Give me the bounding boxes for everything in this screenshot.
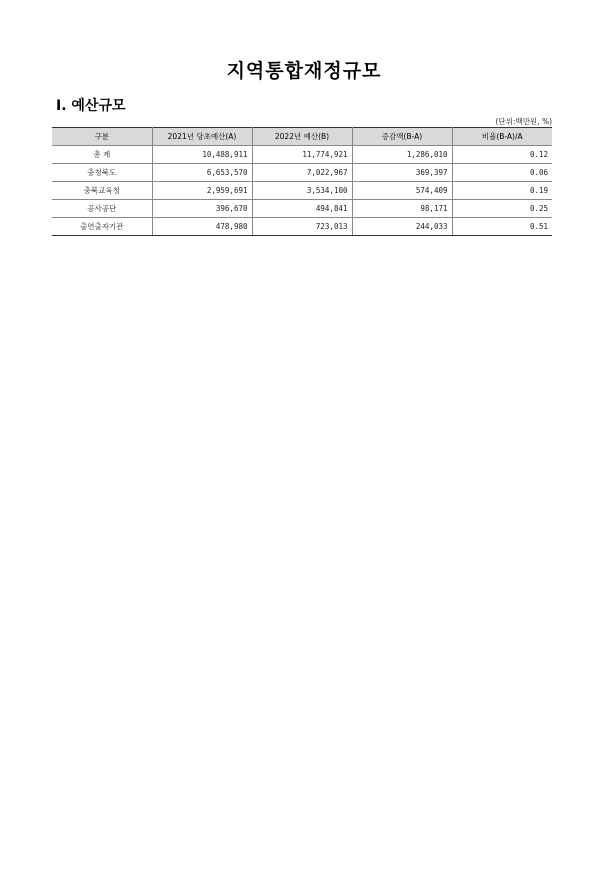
budget-table <box>52 127 552 236</box>
unit-note: (단위:백만원, %) <box>495 117 552 126</box>
cell-change-amount: 574,409 <box>352 182 452 200</box>
cell-change-amount: 244,033 <box>352 218 452 236</box>
table-row <box>52 218 552 236</box>
page-title: 지역통합재정규모 <box>226 60 382 82</box>
cell-change-ratio: 0.06 <box>452 164 552 182</box>
table-row <box>52 182 552 200</box>
table-row <box>52 200 552 218</box>
cell-2021-budget: 478,980 <box>152 218 252 236</box>
row-label: 충북교육청 <box>52 182 152 200</box>
cell-2021-budget: 10,488,911 <box>152 146 252 164</box>
cell-change-ratio: 0.25 <box>452 200 552 218</box>
cell-2022-budget: 11,774,921 <box>252 146 352 164</box>
row-label: 총 계 <box>52 146 152 164</box>
cell-change-amount: 98,171 <box>352 200 452 218</box>
table-row <box>52 146 552 164</box>
cell-change-ratio: 0.51 <box>452 218 552 236</box>
cell-change-amount: 1,286,010 <box>352 146 452 164</box>
cell-change-ratio: 0.19 <box>452 182 552 200</box>
row-label: 충청북도 <box>52 164 152 182</box>
header-2022-budget: 2022년 예산(B) <box>252 128 352 146</box>
table-header-row <box>52 128 552 146</box>
section-heading: Ⅰ. 예산규모 <box>56 98 126 114</box>
cell-2021-budget: 2,959,691 <box>152 182 252 200</box>
cell-2021-budget: 396,670 <box>152 200 252 218</box>
header-category: 구분 <box>52 128 152 146</box>
cell-2021-budget: 6,653,570 <box>152 164 252 182</box>
row-label: 공사공단 <box>52 200 152 218</box>
header-2021-budget: 2021년 당초예산(A) <box>152 128 252 146</box>
header-change-amount: 증감액(B-A) <box>352 128 452 146</box>
cell-2022-budget: 3,534,100 <box>252 182 352 200</box>
row-label: 출연출자기관 <box>52 218 152 236</box>
cell-2022-budget: 494,841 <box>252 200 352 218</box>
cell-2022-budget: 723,013 <box>252 218 352 236</box>
cell-change-ratio: 0.12 <box>452 146 552 164</box>
cell-2022-budget: 7,022,967 <box>252 164 352 182</box>
table-row <box>52 164 552 182</box>
header-change-ratio: 비율(B-A)/A <box>452 128 552 146</box>
cell-change-amount: 369,397 <box>352 164 452 182</box>
